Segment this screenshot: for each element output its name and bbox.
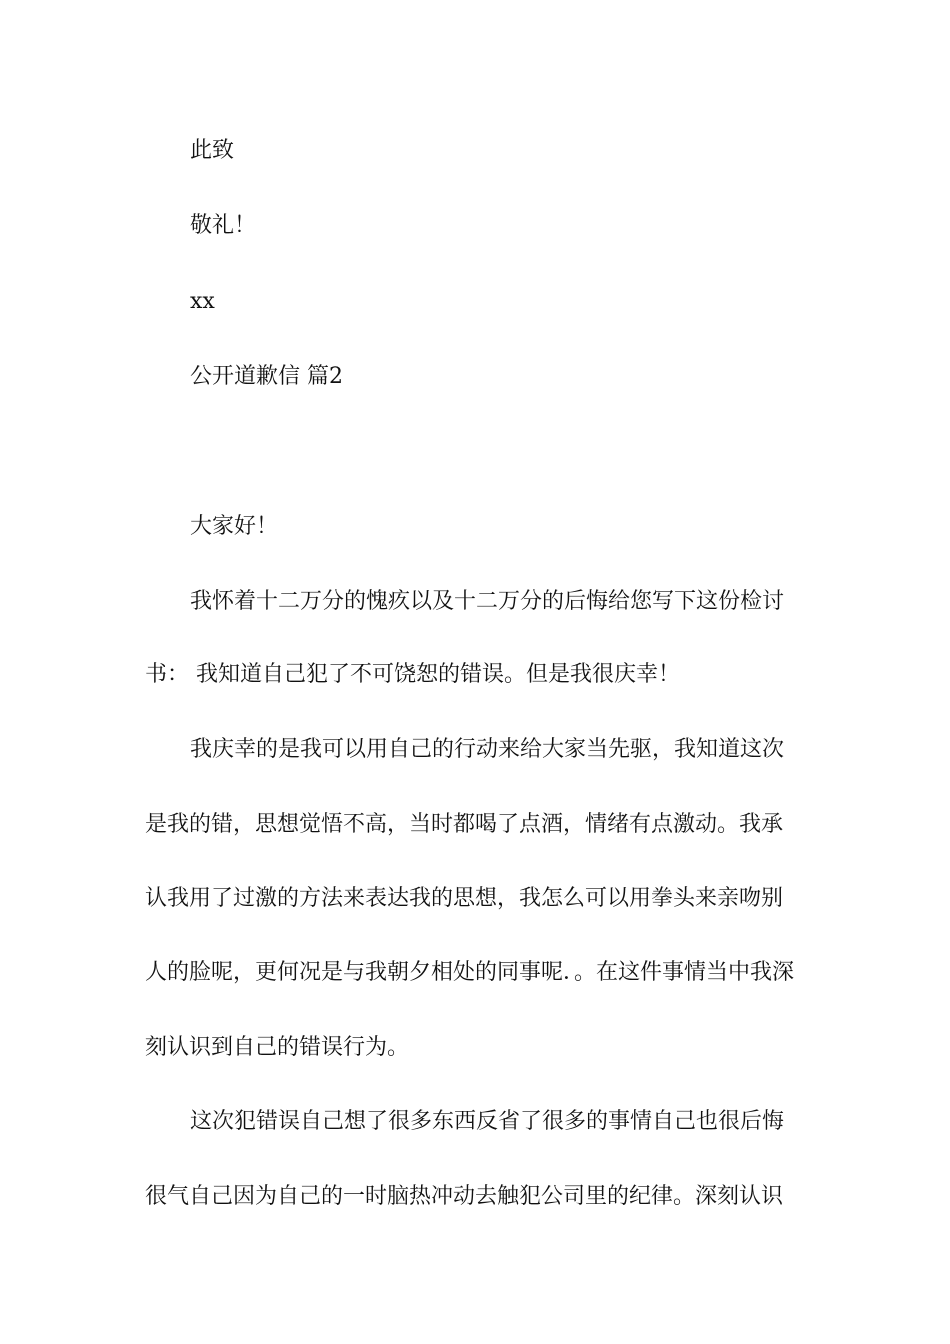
paragraph-line: 人的脸呢，更何况是与我朝夕相处的同事呢．。在这件事情当中我深 xyxy=(145,960,795,985)
paragraph-line: 我庆幸的是我可以用自己的行动来给大家当先驱，我知道这次 xyxy=(190,737,785,762)
paragraph-line: 认我用了过激的方法来表达我的思想，我怎么可以用拳头来亲吻别 xyxy=(145,886,784,911)
paragraph-line: 是我的错，思想觉悟不高，当时都喝了点酒，情绪有点激动。我承 xyxy=(145,812,784,837)
closing-regards: 敬礼！ xyxy=(190,213,257,238)
paragraph-line: 我怀着十二万分的愧疚以及十二万分的后悔给您写下这份检讨 xyxy=(190,589,785,614)
greeting: 大家好！ xyxy=(190,514,279,539)
paragraph-line: 很气自己因为自己的一时脑热冲动去触犯公司里的纪律。深刻认识 xyxy=(145,1184,784,1209)
closing-salutation: 此致 xyxy=(190,138,235,163)
paragraph-line: 书： 我知道自己犯了不可饶恕的错误。但是我很庆幸！ xyxy=(145,662,680,687)
section-title: 公开道歉信 篇2 xyxy=(190,364,343,389)
signature: xx xyxy=(190,289,215,314)
paragraph-line: 这次犯错误自己想了很多东西反省了很多的事情自己也很后悔 xyxy=(190,1109,785,1134)
paragraph-line: 刻认识到自己的错误行为。 xyxy=(145,1035,410,1060)
